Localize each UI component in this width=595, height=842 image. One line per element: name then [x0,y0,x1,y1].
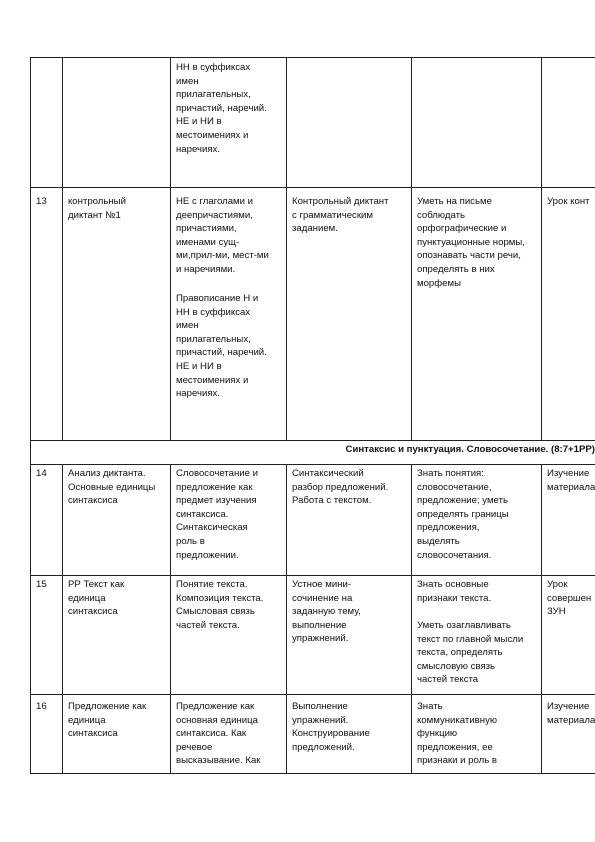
row-border [30,440,595,441]
row-border [30,575,595,576]
cell-content: НН в суффиксах имен прилагательных, причастий, наречий. НЕ и НИ в местоимениях и наречиях. [176,62,267,155]
cell-lesson-type: Урок совершен ЗУН [547,579,592,618]
cell-lesson-type: Изучение материала [547,701,595,726]
cell-content: Понятие текста. Композиция текста. Смысловая связь частей текста. [176,579,264,631]
cell-activity: Синтаксический разбор предложений. Работа с текстом. [292,468,389,507]
cell-content: НЕ с глаголами и деепричастиями, причастиями, именами сущ- ми,прил-ми, мест-ми и наречиями. [176,196,269,275]
cell-number: 13 [36,196,47,207]
cell-topic: контрольный диктант №1 [68,196,126,221]
column-border [62,464,63,774]
column-border [286,464,287,774]
cell-results: Уметь на письме соблюдать орфографические и пунктуационные нормы, опознавать части речи, определять в них морфемы [417,196,525,289]
cell-results-extra: Уметь озаглавливать текст по главной мысли текста, определять смысловую связь частей текста [417,620,524,686]
section-title: Синтаксис и пунктуация. Словосочетание. (8:7+1РР) [345,444,595,455]
column-border [170,58,171,440]
row-border [30,187,595,188]
row-border [30,694,595,695]
cell-lesson-type: Урок конт [547,196,590,207]
column-border [541,58,542,440]
row-border [30,464,595,465]
cell-results: Знать коммуникативную функцию предложения, ее признаки и роль в [417,701,498,767]
lesson-plan-table [30,57,595,774]
column-border [170,464,171,774]
cell-number: 16 [36,701,47,712]
cell-activity: Контрольный диктант с грамматическим заданием. [292,196,389,235]
column-border [411,464,412,774]
cell-content: Словосочетание и предложение как предмет изучения синтаксиса. Синтаксическая роль в предложении. [176,468,258,561]
cell-content-extra: Правописание Н и НН в суффиксах имен прилагательных, причастий, наречий. НЕ и НИ в местоимениях и наречиях. [176,293,267,400]
column-border [30,58,31,774]
cell-topic: Анализ диктанта. Основные единицы синтаксиса [68,468,156,507]
cell-number: 15 [36,579,47,590]
cell-results: Знать понятия: словосочетание, предложение; уметь определять границы предложения, выделять словосочетания. [417,468,509,561]
column-border [62,58,63,440]
column-border [541,464,542,774]
cell-activity: Устное мини- сочинение на заданную тему, выполнение упражнений. [292,579,361,645]
column-border [411,58,412,440]
cell-topic: Предложение как единица синтаксиса [68,701,147,740]
cell-lesson-type: Изучение материала [547,468,595,493]
cell-results: Знать основные признаки текста. [417,579,492,604]
cell-number: 14 [36,468,47,479]
cell-activity: Выполнение упражнений. Конструирование предложений. [292,701,370,753]
column-border [286,58,287,440]
cell-content: Предложение как основная единица синтаксиса. Как речевое высказывание. Как [176,701,261,767]
cell-topic: РР Текст как единица синтаксиса [68,579,125,618]
